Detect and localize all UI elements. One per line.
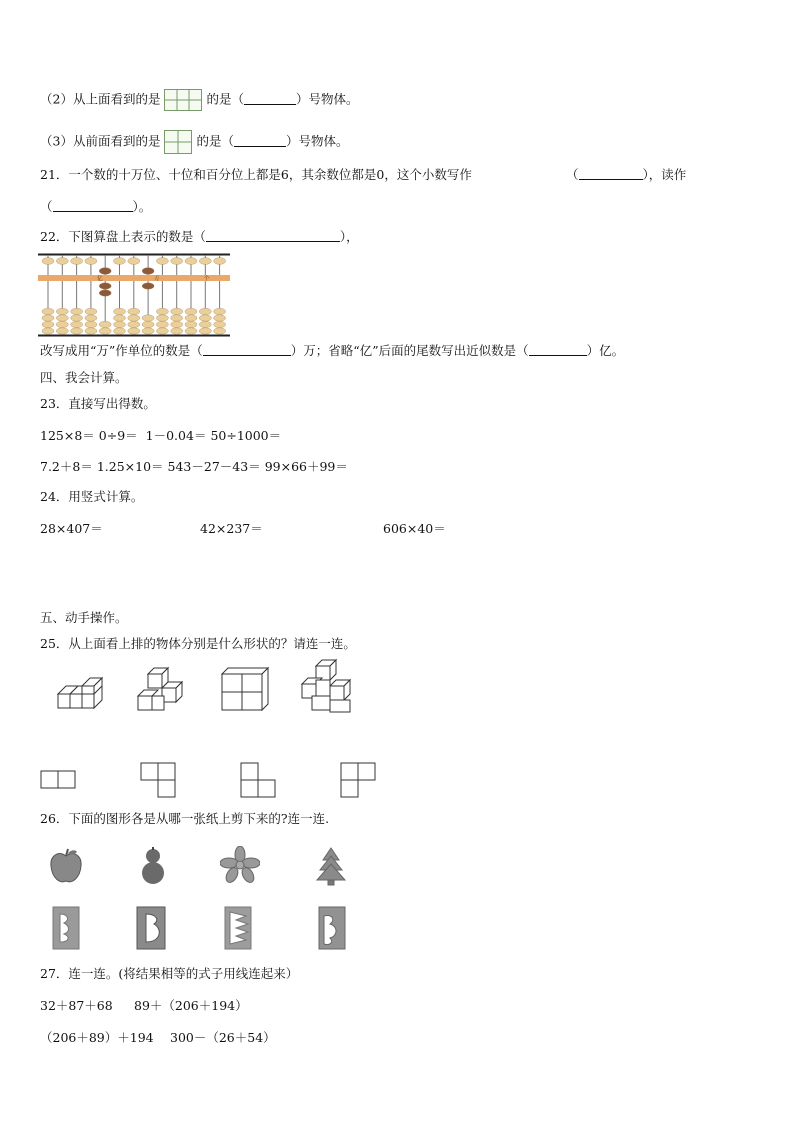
abacus-lower-bead bbox=[214, 315, 226, 321]
q24-item-1: 28×407＝ bbox=[40, 521, 103, 536]
abacus-lower-bead bbox=[171, 328, 183, 334]
abacus-lower-bead bbox=[56, 308, 68, 314]
abacus-lower-bead bbox=[85, 308, 97, 314]
top-view-shape-3 bbox=[240, 762, 276, 798]
q23-item: 50÷1000＝ bbox=[210, 428, 282, 443]
abacus-lower-bead bbox=[99, 321, 111, 327]
q21-decimal-blank[interactable] bbox=[579, 167, 643, 180]
q22-rewrite: 改写成用“万”作单位的数是（ ）万；省略“亿”后面的尾数写出近似数是（ ）亿。 bbox=[40, 343, 625, 358]
abacus-lower-bead bbox=[114, 321, 126, 327]
abacus-lower-bead bbox=[128, 315, 140, 321]
abacus-lower-bead bbox=[99, 328, 111, 334]
abacus-lower-bead bbox=[185, 315, 197, 321]
q27-title: 27．连一连。(将结果相等的式子用线连起来） bbox=[40, 966, 299, 981]
abacus-upper-bead bbox=[85, 258, 97, 265]
q22-yi-blank[interactable] bbox=[529, 343, 587, 356]
section4-title: 四、我会计算。 bbox=[40, 370, 128, 385]
q22-wan-blank[interactable] bbox=[203, 343, 291, 356]
q20-part2: （2）从上面看到的是 的是（ ）号物体。 bbox=[40, 89, 359, 111]
q23-row1 bbox=[40, 428, 281, 444]
cube-object-2 bbox=[136, 664, 188, 716]
q20-part3-blank[interactable] bbox=[234, 134, 286, 147]
tree-icon bbox=[314, 846, 348, 886]
q21-line2: （ ）。 bbox=[40, 199, 152, 214]
abacus-upper-bead bbox=[114, 258, 126, 265]
abacus-lower-bead bbox=[85, 315, 97, 321]
paper-cutout-2 bbox=[136, 906, 166, 950]
abacus-lower-bead bbox=[156, 315, 168, 321]
paper-cutout-3 bbox=[224, 906, 252, 950]
flower-icon bbox=[220, 846, 260, 884]
abacus-figure bbox=[38, 253, 230, 337]
abacus-lower-bead bbox=[185, 308, 197, 314]
front-view-grid-icon bbox=[164, 130, 192, 154]
cube-object-1 bbox=[56, 674, 104, 712]
q21-reading-blank[interactable] bbox=[53, 199, 133, 212]
abacus-lower-bead bbox=[42, 308, 54, 314]
abacus-label-wan: 万 bbox=[154, 276, 160, 282]
q23-item: 125×8＝ bbox=[40, 428, 95, 443]
q27-row1-right: 89＋（206＋194） bbox=[134, 998, 248, 1013]
abacus-upper-bead bbox=[128, 258, 140, 265]
q25-title: 25．从上面看上排的物体分别是什么形状的？请连一连。 bbox=[40, 636, 356, 651]
q23-item: 1.25×10＝ bbox=[96, 459, 164, 474]
abacus-lower-bead bbox=[171, 308, 183, 314]
abacus-upper-bead bbox=[171, 258, 183, 265]
abacus-lower-bead bbox=[214, 328, 226, 334]
section5-title: 五、动手操作。 bbox=[40, 610, 128, 625]
abacus-lower-bead bbox=[56, 328, 68, 334]
abacus-lower-bead bbox=[42, 328, 54, 334]
abacus-lower-bead bbox=[214, 321, 226, 327]
abacus-label-yi: 亿 bbox=[97, 276, 103, 282]
abacus-lower-bead bbox=[156, 328, 168, 334]
q21-line1: 21．一个数的十万位、十位和百分位上都是6，其余数位都是0，这个小数写作 bbox=[40, 167, 472, 182]
abacus-upper-bead bbox=[71, 258, 83, 265]
abacus-lower-bead bbox=[99, 283, 111, 289]
cube-object-4 bbox=[300, 658, 356, 714]
cube-object-3 bbox=[220, 664, 270, 714]
abacus-lower-bead bbox=[185, 328, 197, 334]
q20-part3: （3）从前面看到的是 的是（ ）号物体。 bbox=[40, 130, 349, 154]
q22-question: 22．下图算盘上表示的数是（ ）， bbox=[40, 229, 359, 244]
abacus-upper-bead bbox=[142, 268, 154, 275]
abacus-lower-bead bbox=[56, 315, 68, 321]
q23-item: 7.2＋8＝ bbox=[40, 459, 93, 474]
abacus-upper-bead bbox=[56, 258, 68, 265]
abacus-upper-bead bbox=[42, 258, 54, 265]
abacus-lower-bead bbox=[199, 321, 211, 327]
abacus-lower-bead bbox=[71, 328, 83, 334]
abacus-lower-bead bbox=[71, 308, 83, 314]
abacus-lower-bead bbox=[71, 315, 83, 321]
abacus-lower-bead bbox=[171, 315, 183, 321]
abacus-beam bbox=[38, 275, 230, 281]
q24-item-2: 42×237＝ bbox=[200, 521, 263, 536]
abacus-lower-bead bbox=[199, 308, 211, 314]
apple-icon bbox=[48, 848, 84, 886]
q22-number-blank[interactable] bbox=[206, 229, 340, 242]
paper-cutout-1 bbox=[52, 906, 80, 950]
abacus-lower-bead bbox=[142, 315, 154, 321]
paper-cutout-4 bbox=[318, 906, 346, 950]
q23-item: 1－0.04＝ bbox=[145, 428, 207, 443]
top-view-grid-icon bbox=[164, 89, 202, 111]
q20-part2-blank[interactable] bbox=[244, 92, 296, 105]
q23-item: 543－27－43＝ bbox=[167, 459, 261, 474]
q27-row1-left: 32＋87＋68 bbox=[40, 998, 113, 1013]
abacus-lower-bead bbox=[114, 308, 126, 314]
q24-item-3: 606×40＝ bbox=[383, 521, 446, 536]
abacus-lower-bead bbox=[114, 328, 126, 334]
abacus-lower-bead bbox=[171, 321, 183, 327]
abacus-lower-bead bbox=[128, 328, 140, 334]
q23-item: 0÷9＝ bbox=[98, 428, 138, 443]
abacus-lower-bead bbox=[142, 321, 154, 327]
abacus-lower-bead bbox=[71, 321, 83, 327]
abacus-lower-bead bbox=[128, 321, 140, 327]
q27-row2-right: 300－（26＋54） bbox=[170, 1030, 276, 1045]
abacus-lower-bead bbox=[185, 321, 197, 327]
abacus-lower-bead bbox=[85, 321, 97, 327]
top-view-shape-4 bbox=[340, 762, 376, 798]
abacus-lower-bead bbox=[85, 328, 97, 334]
abacus-lower-bead bbox=[42, 321, 54, 327]
abacus-lower-bead bbox=[199, 315, 211, 321]
q26-title: 26．下面的图形各是从哪一张纸上剪下来的?连一连. bbox=[40, 811, 330, 826]
top-view-shape-2 bbox=[140, 762, 176, 798]
q24-title: 24．用竖式计算。 bbox=[40, 489, 144, 504]
abacus-lower-bead bbox=[142, 283, 154, 289]
q21-line1-answer: （ ），读作 bbox=[566, 167, 687, 182]
q23-title: 23．直接写出得数。 bbox=[40, 396, 156, 411]
q23-item: 99×66＋99＝ bbox=[264, 459, 348, 474]
abacus-lower-bead bbox=[99, 290, 111, 296]
abacus-label-ge: 个 bbox=[204, 276, 210, 282]
abacus-lower-bead bbox=[214, 308, 226, 314]
abacus-lower-bead bbox=[156, 308, 168, 314]
abacus-lower-bead bbox=[114, 315, 126, 321]
abacus-lower-bead bbox=[128, 308, 140, 314]
abacus-upper-bead bbox=[156, 258, 168, 265]
abacus-lower-bead bbox=[56, 321, 68, 327]
abacus-upper-bead bbox=[99, 268, 111, 275]
abacus-lower-bead bbox=[156, 321, 168, 327]
abacus-lower-bead bbox=[42, 315, 54, 321]
gourd-icon bbox=[138, 846, 168, 886]
top-view-shape-1 bbox=[40, 770, 76, 790]
abacus-lower-bead bbox=[142, 328, 154, 334]
abacus-upper-bead bbox=[199, 258, 211, 265]
abacus-lower-bead bbox=[199, 328, 211, 334]
abacus-upper-bead bbox=[214, 258, 226, 265]
q23-row2 bbox=[40, 459, 348, 475]
abacus-upper-bead bbox=[185, 258, 197, 265]
q27-row2-left: （206＋89）＋194 bbox=[40, 1030, 154, 1045]
